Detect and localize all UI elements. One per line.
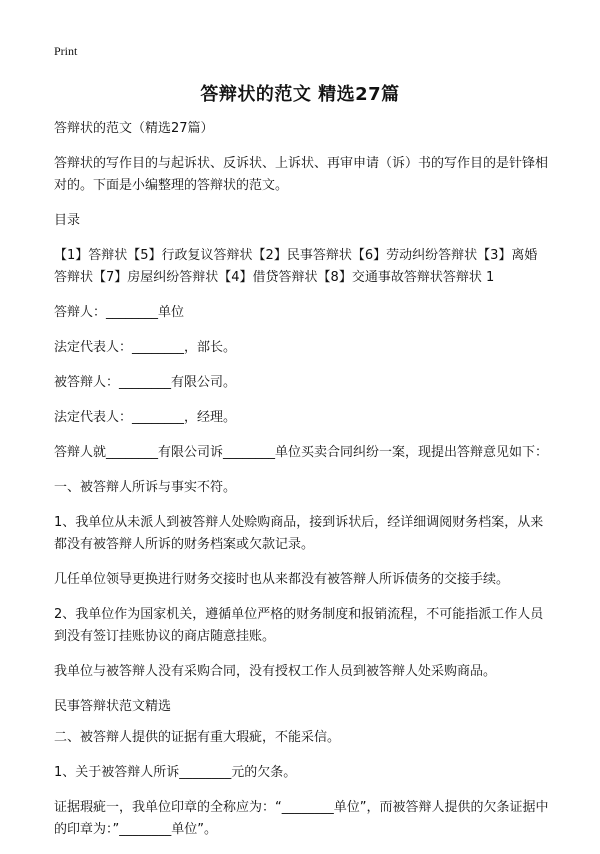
toc-items: 【1】答辩状【5】行政复议答辩状【2】民事答辩状【6】劳动纠纷答辩状【3】离婚答辩状【7】房屋纠纷答辩状【4】借贷答辩状【8】交通事故答辩状答辩状 1 <box>54 248 538 285</box>
document-body <box>54 118 550 854</box>
selection-label: 民事答辩状范文精选 <box>54 699 172 714</box>
section-heading-2: 二、被答辩人提供的证据有重大瑕疵，不能采信。 <box>54 730 341 745</box>
point-2: 2、我单位作为国家机关，遵循单位严格的财务制度和报销流程，不可能指派工作人员到没有签订挂账协议的商店随意挂账。 <box>54 607 544 644</box>
section-heading-1: 一、被答辩人所诉与事实不符。 <box>54 480 237 495</box>
legal-rep-line-2: 法定代表人：________，经理。 <box>54 410 237 425</box>
document-title: 答辩状的范文 精选27篇 <box>200 84 400 105</box>
intro-paragraph: 答辩状的写作目的与起诉状、反诉状、上诉状、再审申请（诉）书的写作目的是针锋相对的。下面是小编整理的答辩状的范文。 <box>54 156 549 193</box>
toc-label: 目录 <box>54 213 81 228</box>
leaders-paragraph: 几任单位领导更换进行财务交接时也从来都没有被答辩人所诉债务的交接手续。 <box>54 572 510 587</box>
evidence-flaw-paragraph: 证据瑕疵一，我单位印章的全称应为：“________单位”，而被答辩人提供的欠条证据中的印章为：”________单位”。 <box>54 800 549 837</box>
print-label: Print <box>54 44 78 58</box>
legal-rep-line-1: 法定代表人：________，部长。 <box>54 340 237 355</box>
point-1: 1、我单位从未派人到被答辩人处赊购商品，接到诉状后，经详细调阅财务档案，从来都没有被答辩人所诉的财务档案或欠款记录。 <box>54 515 544 552</box>
defendant-line: 被答辩人：________有限公司。 <box>54 375 237 390</box>
no-contract-paragraph: 我单位与被答辩人没有采购合同，没有授权工作人员到被答辩人处采购商品。 <box>54 664 497 679</box>
subtitle: 答辩状的范文（精选27篇） <box>54 121 214 136</box>
point-3: 1、关于被答辩人所诉________元的欠条。 <box>54 765 297 780</box>
respondent-line: 答辩人：________单位 <box>54 305 185 320</box>
statement-paragraph: 答辩人就________有限公司诉________单位买卖合同纠纷一案，现提出答辩意见如下： <box>54 445 549 460</box>
